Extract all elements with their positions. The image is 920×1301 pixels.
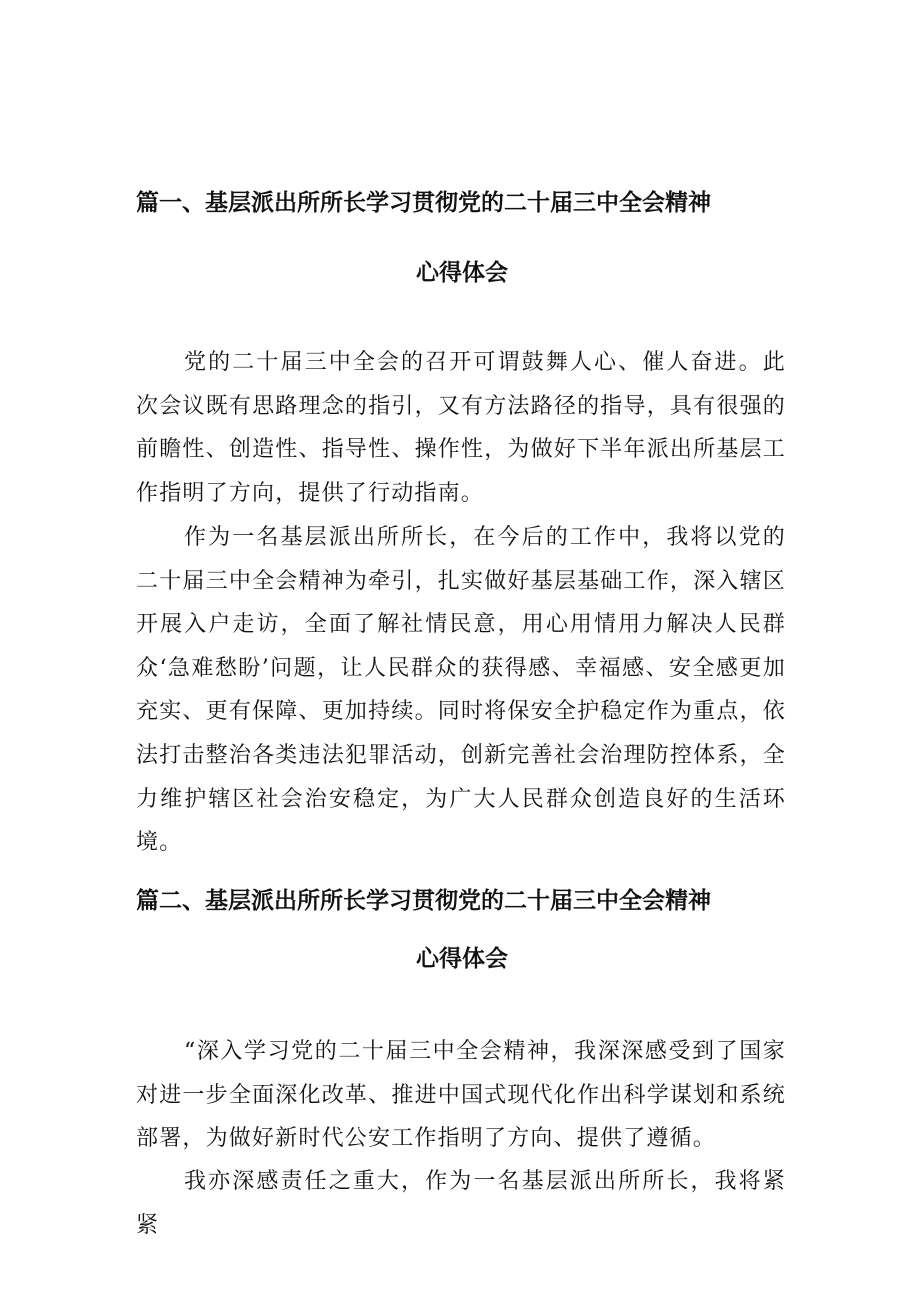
section2-paragraph-2: 我亦深感责任之重大，作为一名基层派出所所长，我将紧紧	[136, 1169, 786, 1238]
section1-title-line2: 心得体会	[416, 260, 508, 286]
section1-paragraph-2: 作为一名基层派出所所长，在今后的工作中，我将以党的二十届三中全会精神为牵引，扎实做好基层基础工作，深入辖区开展入户走访，全面了解社情民意，用心用情用力解决人民群众‘急难愁盼’问题，让人民群众的获得感、幸福感、安全感更加充实、更有保障、更加持续。同时将保安全护稳定作为重点，依法打击整治各类违法犯罪活动，创新完善社会治理防控体系，全力维护辖区社会治安稳定，为广大人民群众创造良好的生活环境。	[136, 525, 786, 856]
section2-title-line1: 篇二、基层派出所所长学习贯彻党的二十届三中全会精神	[136, 888, 711, 914]
section1-paragraph-1: 党的二十届三中全会的召开可谓鼓舞人心、催人奋进。此次会议既有思路理念的指引，又有方法路径的指导，具有很强的前瞻性、创造性、指导性、操作性，为做好下半年派出所基层工作指明了方向，提供了行动指南。	[136, 350, 786, 506]
section2-paragraph-1: “深入学习党的二十届三中全会精神，我深深感受到了国家对进一步全面深化改革、推进中国式现代化作出科学谋划和系统部署，为做好新时代公安工作指明了方向、提供了遵循。	[136, 1039, 786, 1152]
section1-title-line1: 篇一、基层派出所所长学习贯彻党的二十届三中全会精神	[136, 190, 711, 216]
section2-title-line2: 心得体会	[416, 946, 508, 972]
